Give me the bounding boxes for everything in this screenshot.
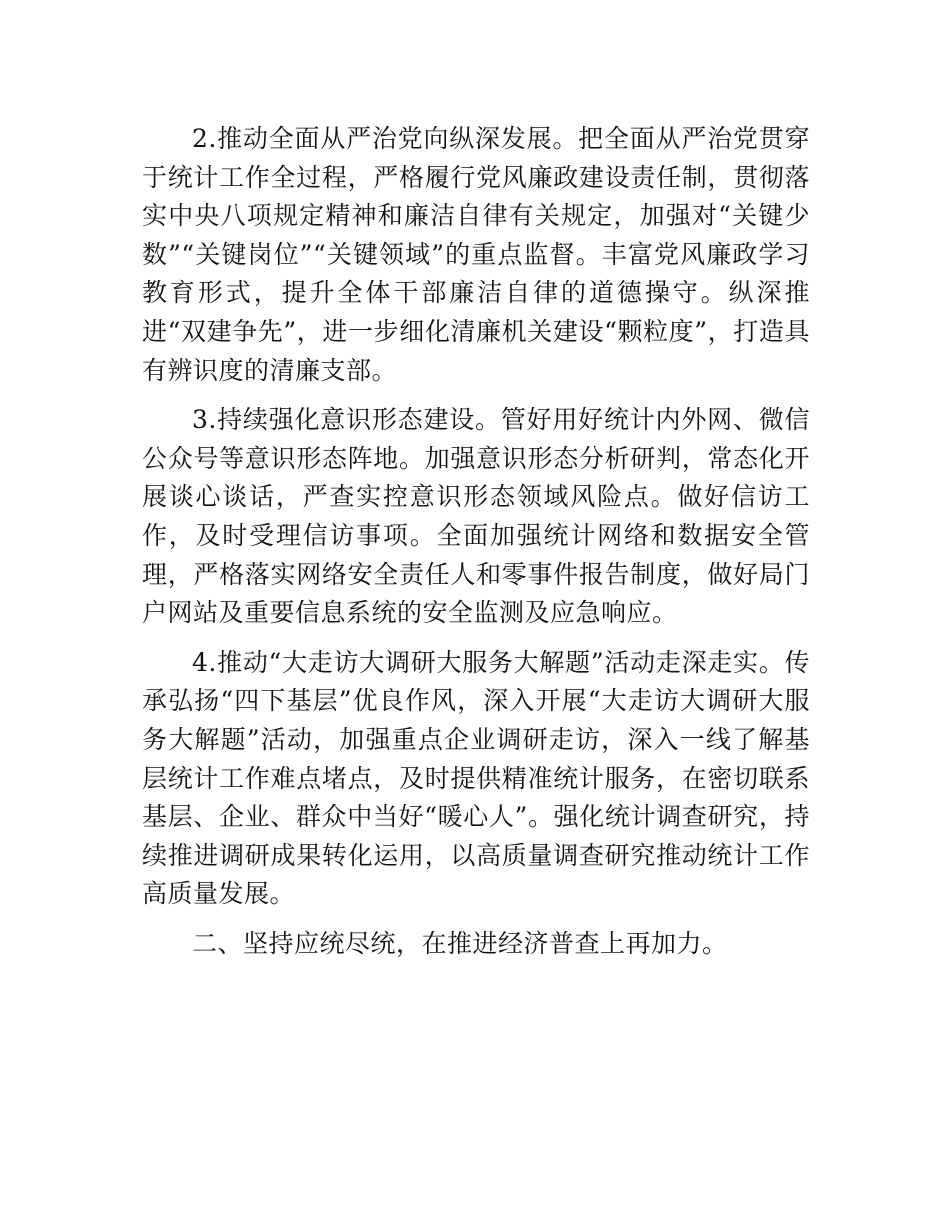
document-body (142, 120, 810, 963)
paragraph-item-3: 3.持续强化意识形态建设。管好用好统计内外网、微信公众号等意识形态阵地。加强意识形态分析研判，常态化开展谈心谈话，严查实控意识形态领域风险点。做好信访工作，及时受理信访事项。全面加强统计网络和数据安全管理，严格落实网络安全责任人和零事件报告制度，做好局门户网站及重要信息系统的安全监测及应急响应。 (142, 405, 810, 628)
paragraph-item-2: 2.推动全面从严治党向纵深发展。把全面从严治党贯穿于统计工作全过程，严格履行党风廉政建设责任制，贯彻落实中央八项规定精神和廉洁自律有关规定，加强对“关键少数”“关键岗位”“关键领域”的重点监督。丰富党风廉政学习教育形式，提升全体干部廉洁自律的道德操守。纵深推进“双建争先”，进一步细化清廉机关建设“颗粒度”，打造具有辨识度的清廉支部。 (142, 124, 810, 385)
section-heading: 二、坚持应统尽统，在推进经济普查上再加力。 (192, 928, 728, 958)
paragraph-item-4: 4.推动“大走访大调研大服务大解题”活动走深走实。传承弘扬“四下基层”优良作风，深入开展“大走访大调研大服务大解题”活动，加强重点企业调研走访，深入一线了解基层统计工作难点堵点，及时提供精准统计服务，在密切联系基层、企业、群众中当好“暖心人”。强化统计调查研究，持续推进调研成果转化运用，以高质量调查研究推动统计工作高质量发展。 (142, 647, 810, 909)
